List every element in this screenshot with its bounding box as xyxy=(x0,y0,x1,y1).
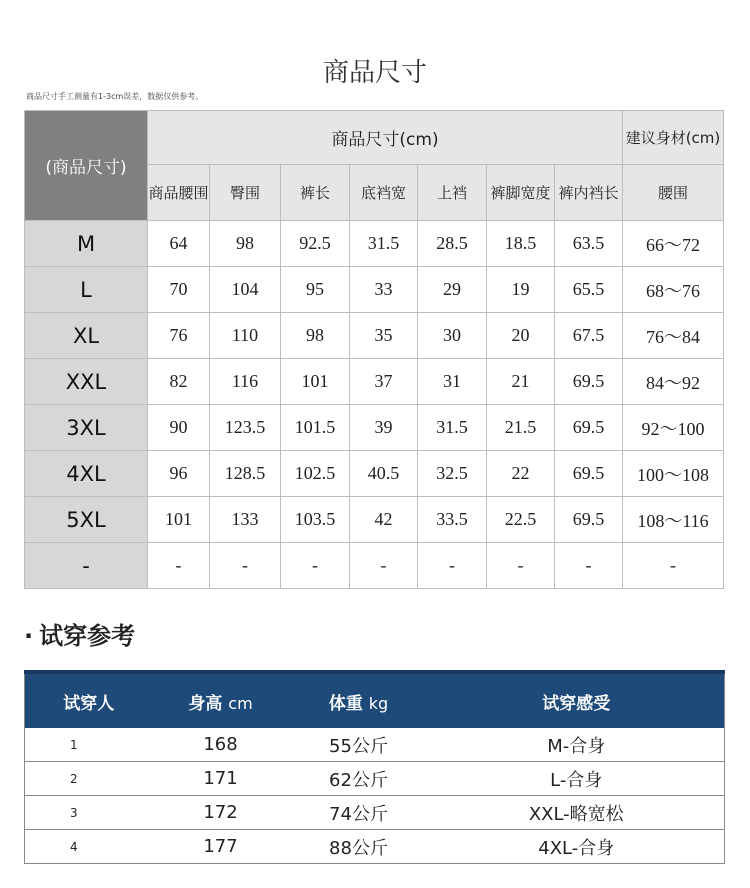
size-label: M xyxy=(25,221,148,267)
column-header: 裤内裆长 xyxy=(555,165,623,221)
size-row xyxy=(25,267,724,313)
size-cell: 35 xyxy=(350,313,418,359)
size-label: L xyxy=(25,267,148,313)
size-label: 4XL xyxy=(25,451,148,497)
size-cell: 69.5 xyxy=(555,497,623,543)
size-cell: 68～76 xyxy=(623,267,724,313)
measurement-note: 商品尺寸手工测量有1-3cm误差，数据仅供参考。 xyxy=(26,92,204,101)
size-cell: 28.5 xyxy=(418,221,487,267)
size-cell: 103.5 xyxy=(281,497,350,543)
size-cell: 69.5 xyxy=(555,451,623,497)
column-header: 臀围 xyxy=(210,165,281,221)
size-cell: 84～92 xyxy=(623,359,724,405)
size-cell: 76～84 xyxy=(623,313,724,359)
page-title: 商品尺寸 xyxy=(322,58,427,88)
size-cell: 90 xyxy=(148,405,210,451)
size-cell: - xyxy=(350,543,418,589)
fit-weight: 88公斤 xyxy=(289,830,429,864)
size-cell: - xyxy=(623,543,724,589)
fit-feel: XXL-略宽松 xyxy=(429,796,725,830)
size-row xyxy=(25,543,724,589)
size-row xyxy=(25,313,724,359)
size-cell: 108～116 xyxy=(623,497,724,543)
size-cell: 101 xyxy=(281,359,350,405)
size-cell: 33.5 xyxy=(418,497,487,543)
fit-row xyxy=(25,728,725,762)
size-row xyxy=(25,405,724,451)
size-cell: 101.5 xyxy=(281,405,350,451)
size-cell: 96 xyxy=(148,451,210,497)
size-corner-label: (商品尺寸) xyxy=(25,111,148,221)
size-label: - xyxy=(25,543,148,589)
fit-person-id: 3 xyxy=(25,796,153,830)
size-label: XXL xyxy=(25,359,148,405)
bullet-dot: · xyxy=(24,622,34,650)
size-cell: - xyxy=(148,543,210,589)
size-row xyxy=(25,221,724,267)
suggest-header: 建议身材(cm) xyxy=(623,111,724,165)
size-label: XL xyxy=(25,313,148,359)
size-label: 5XL xyxy=(25,497,148,543)
column-header: 上裆 xyxy=(418,165,487,221)
size-row xyxy=(25,497,724,543)
size-row xyxy=(25,359,724,405)
size-cell: 92～100 xyxy=(623,405,724,451)
size-cell: 100～108 xyxy=(623,451,724,497)
fit-height: 171 xyxy=(153,762,289,796)
size-cell: 30 xyxy=(418,313,487,359)
size-cell: 101 xyxy=(148,497,210,543)
size-cell: 110 xyxy=(210,313,281,359)
size-cell: 33 xyxy=(350,267,418,313)
size-cell: 39 xyxy=(350,405,418,451)
size-cell: 22 xyxy=(487,451,555,497)
size-cell: 69.5 xyxy=(555,359,623,405)
column-header: 腰围 xyxy=(623,165,724,221)
fit-table xyxy=(24,670,725,864)
fit-row xyxy=(25,796,725,830)
size-cell: 69.5 xyxy=(555,405,623,451)
size-cell: - xyxy=(210,543,281,589)
fit-weight: 74公斤 xyxy=(289,796,429,830)
fit-row xyxy=(25,762,725,796)
size-cell: 76 xyxy=(148,313,210,359)
size-cell: 21.5 xyxy=(487,405,555,451)
column-header: 裤长 xyxy=(281,165,350,221)
size-cell: 66～72 xyxy=(623,221,724,267)
fit-height: 168 xyxy=(153,728,289,762)
fit-feel: 4XL-合身 xyxy=(429,830,725,864)
size-cell: 98 xyxy=(210,221,281,267)
fit-person-id: 1 xyxy=(25,728,153,762)
size-cell: 116 xyxy=(210,359,281,405)
size-cell: 40.5 xyxy=(350,451,418,497)
fit-section-title xyxy=(24,616,135,651)
size-cell: 21 xyxy=(487,359,555,405)
fit-header-height-unit: cm xyxy=(228,693,253,713)
size-cell: 31.5 xyxy=(418,405,487,451)
size-cell: - xyxy=(418,543,487,589)
column-header: 底裆宽 xyxy=(350,165,418,221)
size-cell: 133 xyxy=(210,497,281,543)
fit-row xyxy=(25,830,725,864)
size-cell: 64 xyxy=(148,221,210,267)
fit-height: 172 xyxy=(153,796,289,830)
size-cell: 37 xyxy=(350,359,418,405)
size-group-header: 商品尺寸(cm) xyxy=(148,111,623,165)
fit-title-text: 试穿参考 xyxy=(39,622,136,650)
size-cell: 92.5 xyxy=(281,221,350,267)
size-cell: 95 xyxy=(281,267,350,313)
size-cell: 20 xyxy=(487,313,555,359)
size-cell: 104 xyxy=(210,267,281,313)
size-cell: 70 xyxy=(148,267,210,313)
fit-weight: 62公斤 xyxy=(289,762,429,796)
fit-person-id: 4 xyxy=(25,830,153,864)
column-header: 裤脚宽度 xyxy=(487,165,555,221)
fit-feel: M-合身 xyxy=(429,728,725,762)
column-header: 商品腰围 xyxy=(148,165,210,221)
fit-height: 177 xyxy=(153,830,289,864)
fit-header-weight-unit: kg xyxy=(368,693,389,713)
size-cell: - xyxy=(281,543,350,589)
size-cell: 18.5 xyxy=(487,221,555,267)
size-cell: 31 xyxy=(418,359,487,405)
size-cell: 67.5 xyxy=(555,313,623,359)
fit-header-person: 试穿人 xyxy=(25,672,153,728)
size-table xyxy=(24,110,724,589)
size-cell: 32.5 xyxy=(418,451,487,497)
size-row xyxy=(25,451,724,497)
fit-header-weight xyxy=(289,672,429,728)
size-cell: 42 xyxy=(350,497,418,543)
size-cell: 98 xyxy=(281,313,350,359)
size-cell: 29 xyxy=(418,267,487,313)
size-cell: 102.5 xyxy=(281,451,350,497)
fit-header-height xyxy=(153,672,289,728)
size-label: 3XL xyxy=(25,405,148,451)
size-cell: 82 xyxy=(148,359,210,405)
size-cell: 22.5 xyxy=(487,497,555,543)
size-cell: 19 xyxy=(487,267,555,313)
size-cell: 63.5 xyxy=(555,221,623,267)
fit-header-feel: 试穿感受 xyxy=(429,672,725,728)
size-cell: - xyxy=(555,543,623,589)
size-cell: 128.5 xyxy=(210,451,281,497)
fit-weight: 55公斤 xyxy=(289,728,429,762)
fit-header-weight-label: 体重 xyxy=(328,693,363,714)
size-cell: - xyxy=(487,543,555,589)
size-cell: 31.5 xyxy=(350,221,418,267)
fit-feel: L-合身 xyxy=(429,762,725,796)
fit-person-id: 2 xyxy=(25,762,153,796)
fit-header-height-label: 身高 xyxy=(188,693,223,714)
size-cell: 123.5 xyxy=(210,405,281,451)
size-cell: 65.5 xyxy=(555,267,623,313)
